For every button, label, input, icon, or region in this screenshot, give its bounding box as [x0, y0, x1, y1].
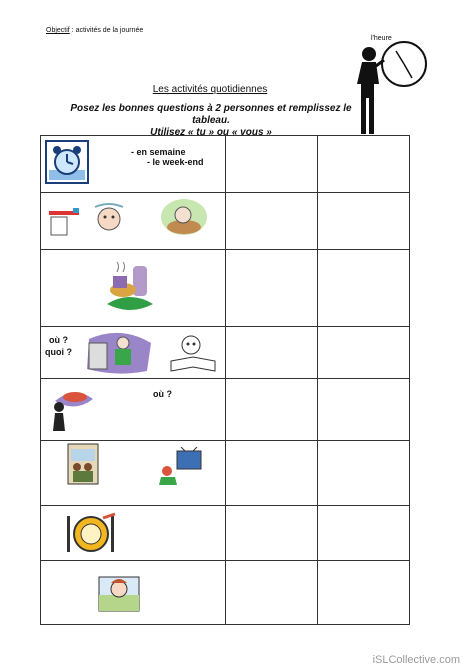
alarm-clock-icon — [45, 140, 89, 184]
answer-cell[interactable] — [318, 379, 410, 441]
dinner-plate-icon — [63, 510, 117, 556]
activity-cell — [41, 327, 226, 379]
table-row — [41, 506, 410, 561]
answer-cell[interactable] — [226, 136, 318, 193]
answer-cell[interactable] — [318, 327, 410, 379]
answer-cell[interactable] — [226, 441, 318, 506]
answer-cell[interactable] — [318, 441, 410, 506]
sleeping-icon — [95, 569, 149, 617]
washing-face-icon — [87, 201, 131, 239]
bath-icon — [159, 197, 209, 241]
watching-tv-icon — [157, 447, 205, 487]
activity-cell — [41, 250, 226, 327]
table-row — [41, 193, 410, 250]
page-title: Les activités quotidiennes — [152, 84, 268, 95]
table-row — [41, 561, 410, 625]
activity-cell — [41, 441, 226, 506]
answer-cell[interactable] — [318, 193, 410, 250]
weekday-label: - en semaine — [131, 147, 186, 157]
table-row — [41, 441, 410, 506]
answer-cell[interactable] — [226, 561, 318, 625]
where-label: où ? — [49, 335, 68, 345]
footer-watermark: iSLCollective.com — [372, 654, 460, 666]
work-icon — [81, 329, 153, 375]
breakfast-icon — [103, 260, 157, 318]
activity-cell — [41, 506, 226, 561]
answer-cell[interactable] — [226, 506, 318, 561]
objective-label: Objectif — [46, 27, 70, 34]
activity-cell — [41, 561, 226, 625]
stick-figure-clock-icon — [346, 36, 436, 136]
table-row — [41, 379, 410, 441]
where-label-2: où ? — [153, 389, 172, 399]
activity-cell — [41, 379, 226, 441]
objective-line — [46, 27, 143, 34]
table-row — [41, 327, 410, 379]
reading-icon — [167, 331, 219, 373]
heure-label: l'heure — [371, 35, 392, 42]
activity-cell — [41, 136, 226, 193]
answer-cell[interactable] — [318, 561, 410, 625]
table-row — [41, 136, 410, 193]
answer-cell[interactable] — [226, 379, 318, 441]
what-label: quoi ? — [45, 347, 72, 357]
instruction-line-2: Utilisez « tu » ou « vous » — [150, 127, 272, 138]
table-row — [41, 250, 410, 327]
instruction-line-1: Posez les bonnes questions à 2 personnes et remplissez le tableau. — [70, 103, 352, 126]
answer-cell[interactable] — [226, 250, 318, 327]
answer-cell[interactable] — [318, 136, 410, 193]
activities-table — [40, 135, 410, 625]
activity-cell — [41, 193, 226, 250]
family-window-icon — [67, 443, 99, 485]
weekend-label: - le week-end — [147, 157, 204, 167]
answer-cell[interactable] — [318, 506, 410, 561]
toothbrush-icon — [47, 203, 81, 237]
answer-cell[interactable] — [318, 250, 410, 327]
answer-cell[interactable] — [226, 327, 318, 379]
lunch-waiter-icon — [45, 383, 95, 435]
objective-text: : activités de la journée — [69, 27, 144, 34]
answer-cell[interactable] — [226, 193, 318, 250]
